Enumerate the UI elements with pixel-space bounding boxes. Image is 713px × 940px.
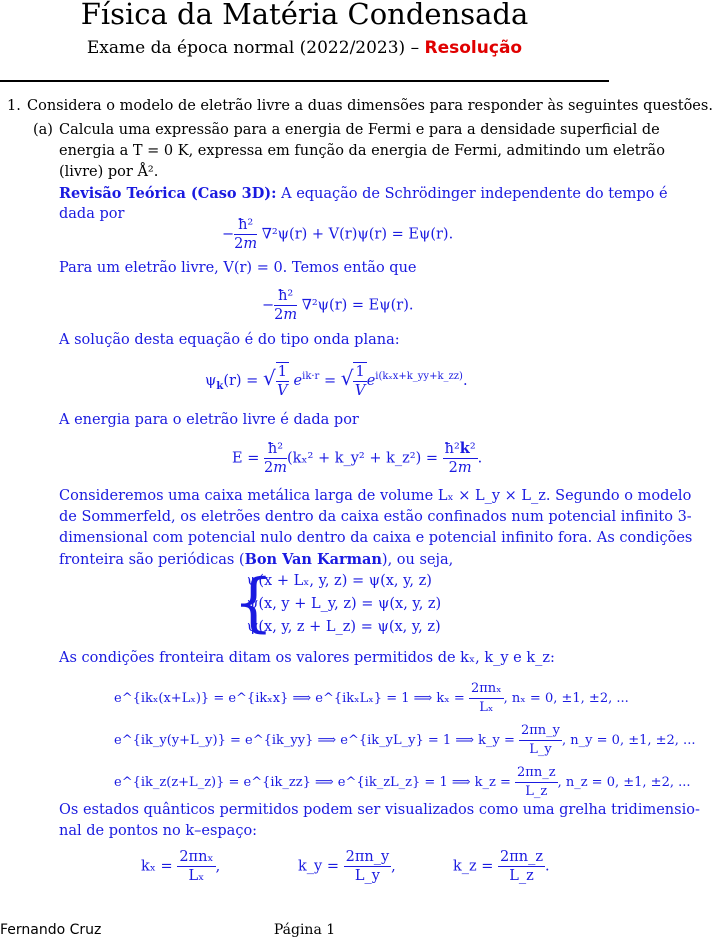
part-a-line1: Calcula uma expressão para a energia de Fermi e para a densidade superficial de bbox=[59, 122, 660, 138]
grid-kx: kₓ = $\frac{\text{2πnₓ}}{\text{Lₓ}}$ , bbox=[141, 849, 221, 884]
energy-line: A energia para o eletrão livre é dada por bbox=[59, 412, 359, 428]
box-line4: fronteira são periódicas (Bon Van Karman), ou seja, bbox=[59, 551, 454, 568]
grid-kz: k_z = $\frac{2\pi n\_z}{L\_z}$ . bbox=[453, 849, 550, 884]
energy-equation: E = $\frac{\text{ħ²}}{2m}$ (kₓ² + k_y² + k_z²) = $\frac{\text{ħ²k²}}{2m}$ . bbox=[232, 440, 483, 476]
kz-equation: e^{ik_z(z+L_z)} = e^{ik_zz} ⟹ e^{ik_zL_z} = 1 ⟹ k_z = $\frac{2\pi n\_z}{L\_z}$ , n_z = 0, ±1, ±2, ... bbox=[114, 765, 691, 799]
plane-wave-line: A solução desta equação é do tipo onda plana: bbox=[59, 332, 400, 348]
subtitle-text: Exame da época normal (2022/2023) – bbox=[86, 38, 420, 58]
eq2-body: ∇²ψ(r) = Eψ(r). bbox=[301, 297, 414, 314]
review-line2: dada por bbox=[59, 206, 125, 222]
states-line2: nal de pontos no k–espaço: bbox=[59, 823, 258, 839]
kx-equation: e^{ikₓ(x+Lₓ)} = e^{ikₓx} ⟹ e^{ikₓLₓ} = 1 ⟹ kₓ = $\frac{\text{2πnₓ}}{\text{Lₓ}}$ , nₓ = 0, ±1, ±2, ... bbox=[114, 681, 629, 715]
page-title: Física da Matéria Condensada bbox=[80, 0, 529, 31]
box-line1: Consideremos uma caixa metálica larga de volume Lₓ × L_y × L_z. Segundo o modelo bbox=[59, 488, 692, 504]
part-a-line3: (livre) por Å². bbox=[59, 164, 159, 180]
grid-ky: k_y = $\frac{2\pi n\_y}{L\_y}$ , bbox=[298, 849, 396, 884]
review-line1: A equação de Schrödinger independente do tempo é bbox=[281, 186, 668, 202]
page-subtitle bbox=[0, 38, 609, 58]
boundary-brace: { bbox=[233, 566, 274, 640]
question-text: Considera o modelo de eletrão livre a duas dimensões para responder às seguintes questões. bbox=[27, 98, 713, 114]
footer-author: Fernando Cruz bbox=[0, 922, 102, 938]
part-a-label: (a) bbox=[33, 122, 53, 138]
subtitle-highlight: Resolução bbox=[424, 38, 523, 58]
part-a-line2: energia a T = 0 K, expressa em função da energia de Fermi, admitindo um eletrão bbox=[59, 143, 665, 159]
review-paragraph bbox=[59, 183, 668, 205]
question-number: 1. bbox=[7, 98, 21, 114]
schrodinger-equation: − $\frac{\text{ħ²}}{2m}$ ∇²ψ(r) + V(r)ψ(r) = Eψ(r). bbox=[222, 217, 454, 252]
free-equation: − $\frac{\text{ħ²}}{2m}$ ∇²ψ(r) = Eψ(r). bbox=[262, 288, 414, 323]
eq1-body: ∇²ψ(r) + V(r)ψ(r) = Eψ(r). bbox=[261, 226, 454, 243]
box-line3: dimensional com potencial nulo dentro da caixa e potencial infinito fora. As condições bbox=[59, 530, 693, 546]
review-heading: Revisão Teórica (Caso 3D): bbox=[59, 185, 277, 202]
bc2: ψ(x, y + L_y, z) = ψ(x, y, z) bbox=[247, 596, 442, 612]
bc3: ψ(x, y, z + L_z) = ψ(x, y, z) bbox=[247, 619, 441, 635]
footer-page: Página 1 bbox=[273, 922, 336, 938]
bc1: ψ(x + Lₓ, y, z) = ψ(x, y, z) bbox=[247, 573, 432, 589]
allowed-line: As condições fronteira ditam os valores permitidos de kₓ, k_y e k_z: bbox=[59, 650, 555, 666]
ky-equation: e^{ik_y(y+L_y)} = e^{ik_yy} ⟹ e^{ik_yL_y} = 1 ⟹ k_y = $\frac{2\pi n\_y}{L\_y}$ , n_y = 0, ±1, ±2, ... bbox=[114, 723, 696, 757]
states-line1: Os estados quânticos permitidos podem ser visualizados como uma grelha tridimensio- bbox=[59, 802, 700, 818]
box-line2: de Sommerfeld, os eletrões dentro da caixa estão confinados num potencial infinito 3- bbox=[59, 509, 692, 525]
free-electron-line: Para um eletrão livre, V(r) = 0. Temos então que bbox=[59, 260, 417, 276]
header-rule bbox=[0, 80, 609, 82]
plane-wave-equation: $\psi_k(r)$ = √ $\frac{1}{V}$ $e^{ik\cdot r}$ = √ $\frac{1}{V}$ $e^{i(k_xx+k\_yy+k\_zz)}$. bbox=[205, 364, 468, 399]
